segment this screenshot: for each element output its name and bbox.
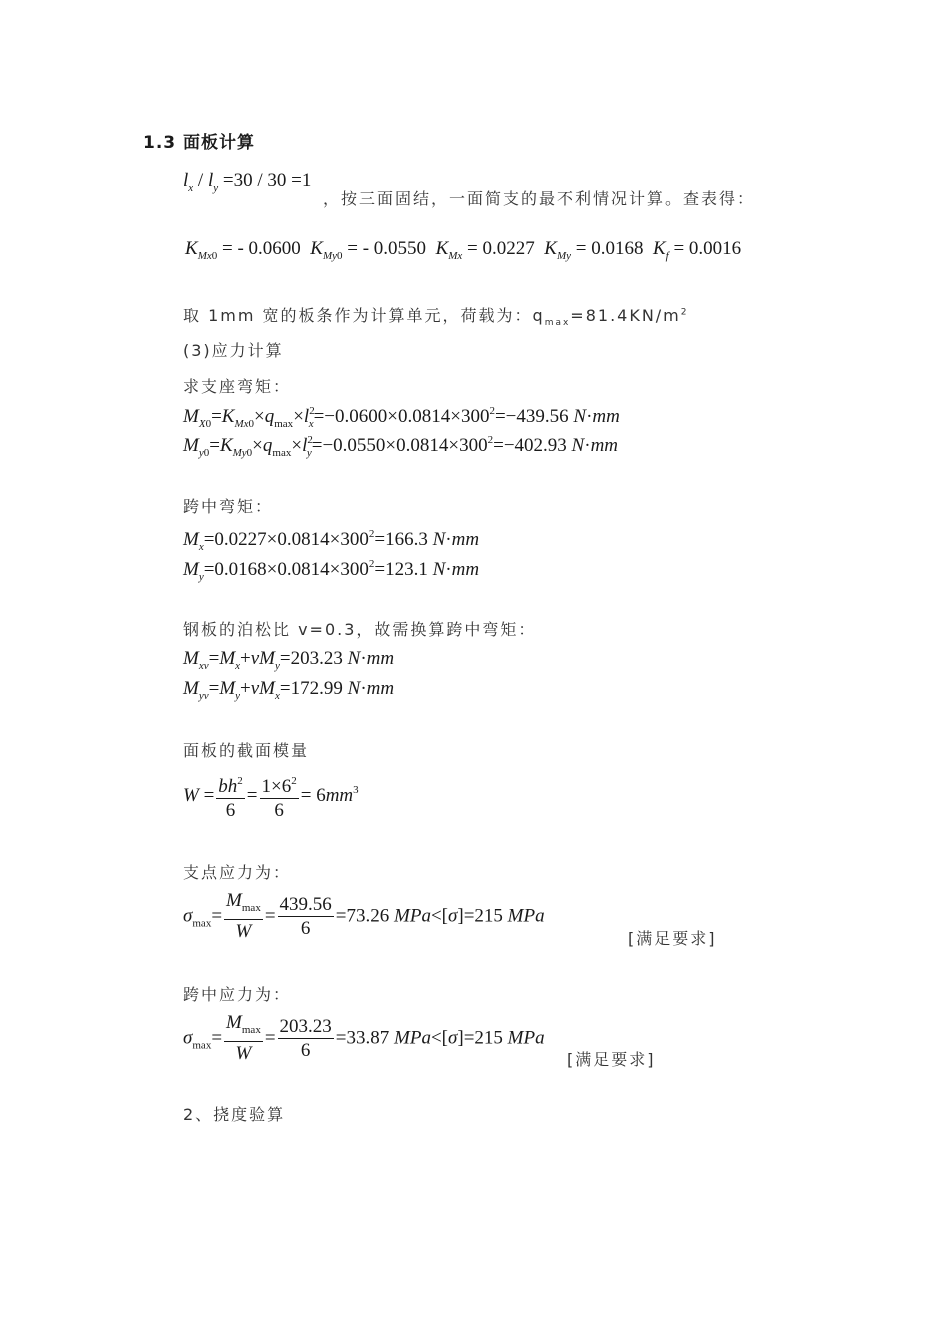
formula-midspan-stress: $\sigma_{max}=$ $\frac{M_{max}}{W}$ = $\frac{203.23}{6}$ =33.87 MPa<[σ]=215 MPa <box>183 1012 545 1064</box>
coefficients-line: $K_{Mx0}$ = - 0.0600 $K_{My0}$ = - 0.0550 $K_{Mx} = 0.0227$ $K_{My} = 0.0168$ $K_f = 0.0016$ <box>185 238 742 262</box>
support-stress-label: 支点应力为： <box>183 863 292 882</box>
formula-mx0: $M_{X0}=K_{Mx0}\times q_{max}\times l^2_x=-0.0600\times 0.0814\times 300^2=-439.56$ N·mm <box>183 405 620 430</box>
section-heading: 1.3 面板计算 <box>143 133 256 153</box>
k-mx-value: = 0.0227 <box>467 238 535 259</box>
formula-section-modulus: W = $\frac{bh^2}{6}$ = $\frac{1\times 6^2}{6}$ = $6mm^3$ <box>183 770 359 823</box>
ratio-lead: ， <box>323 189 342 208</box>
ratio-formula: $l_x / l_y =30 / 30 =1$ <box>183 170 312 194</box>
formula-myv: $M_{yv}=M_y+vM_x=172.99$ N·mm <box>183 678 395 702</box>
unit-strip-text: 取 1mm 宽的板条作为计算单元，荷载为：$q_{max}=81.4KN/m^2$ <box>183 306 689 329</box>
deflection-heading: 2、挠度验算 <box>183 1105 286 1124</box>
section-modulus-label: 面板的截面模量 <box>183 741 310 760</box>
poisson-text: 钢板的泊松比 v=0.3，故需换算跨中弯矩： <box>183 620 537 639</box>
k-my0-value: = - 0.0550 <box>347 238 427 259</box>
formula-mx: $M_x=0.0227\times 0.0814\times 300^2=166.3$ N·mm <box>183 528 480 553</box>
k-my-value: = 0.0168 <box>575 238 644 259</box>
formula-my: $M_y=0.0168\times 0.0814\times 300^2=123.1$ N·mm <box>183 558 480 583</box>
formula-mxv: $M_{xv}=M_x+vM_y=203.23$ N·mm <box>183 648 395 672</box>
midspan-stress-label: 跨中应力为： <box>183 985 292 1004</box>
midspan-moment-label: 跨中弯矩： <box>183 497 274 516</box>
satisfied-tag-midspan: [满足要求] <box>567 1050 656 1069</box>
formula-support-stress: $\sigma_{max}=$ $\frac{M_{max}}{W}$ = $\frac{439.56}{6}$ =73.26 MPa<[σ]=215 MPa <box>183 890 545 942</box>
satisfied-tag-support: [满足要求] <box>628 929 717 948</box>
section-stress-calc: (3)应力计算 <box>183 341 284 360</box>
formula-my0: $M_{y0}=K_{My0}\times q_{max}\times l^2_y=-0.0550\times 0.0814\times 300^2=-402.93$ N·mm <box>183 434 619 459</box>
k-f-value: = 0.0016 <box>673 238 742 259</box>
ratio-text: 按三面固结，一面简支的最不利情况计算。查表得： <box>341 189 756 208</box>
support-moment-label: 求支座弯矩： <box>183 377 292 396</box>
k-mx0-value: = - 0.0600 <box>221 238 301 259</box>
